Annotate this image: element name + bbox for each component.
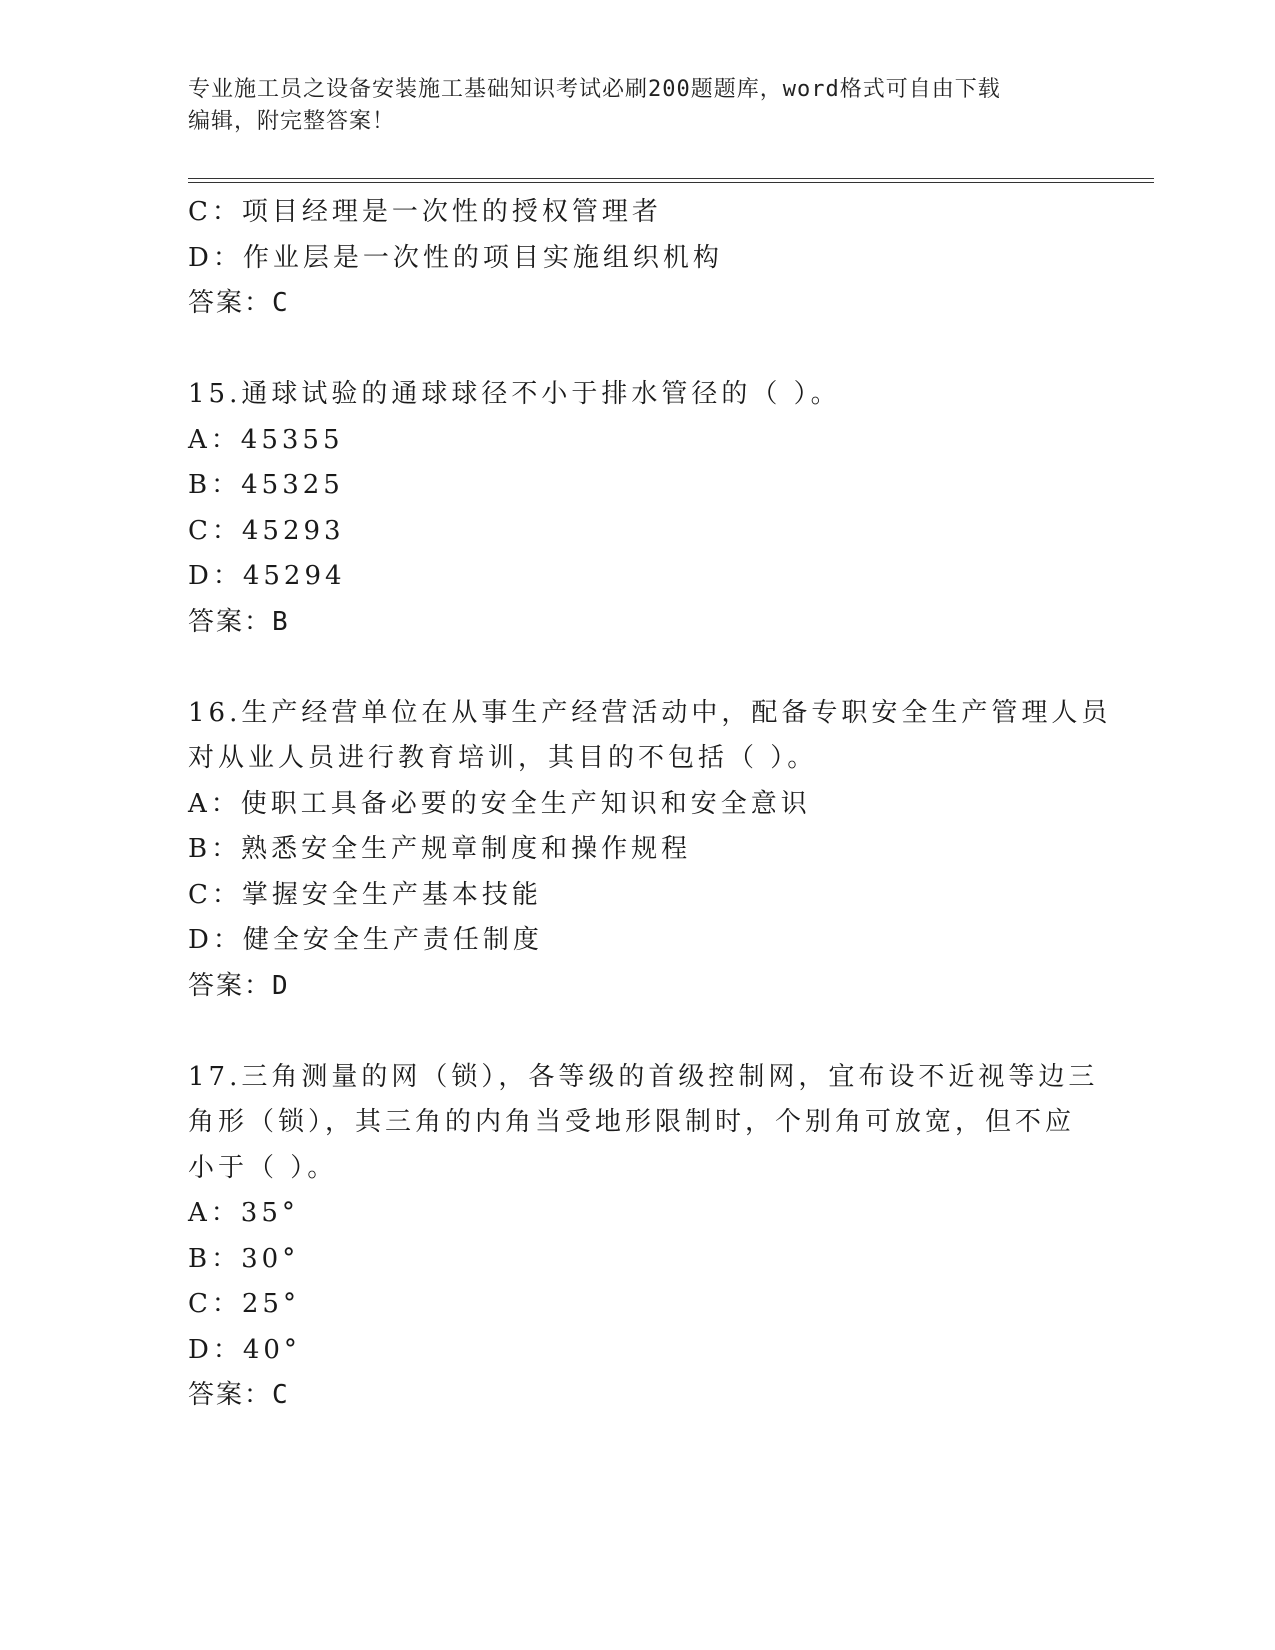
- answer-value: D: [272, 970, 290, 1001]
- prev-option-d: D：作业层是一次性的项目实施组织机构: [188, 242, 723, 273]
- q16-answer: [188, 964, 1088, 1010]
- q17-option-a: A：35°: [188, 1198, 299, 1228]
- q17-stem-line-3: 小于（ ）。: [188, 1152, 338, 1183]
- answer-label: 答案：: [188, 288, 273, 318]
- q17-stem-line-2: 角形（锁），其三角的内角当受地形限制时，个别角可放宽，但不应: [188, 1107, 1076, 1137]
- answer-label: 答案：: [188, 970, 273, 1001]
- answer-label: 答案：: [188, 1380, 273, 1410]
- question-list: [188, 190, 1112, 1419]
- prev-option-c: C：项目经理是一次性的授权管理者: [188, 197, 662, 227]
- q17-option-b: B：30°: [188, 1243, 300, 1274]
- q15-option-b: B：45325: [188, 470, 344, 500]
- answer-label: 答案：: [188, 606, 273, 637]
- answer-value: C: [272, 288, 290, 318]
- document-header: [188, 74, 1088, 138]
- q15-answer: [188, 600, 1088, 646]
- q16-stem-line-1: 16.生产经营单位在从事生产经营活动中，配备专职安全生产管理人员: [188, 697, 1112, 728]
- q15-option-c: C：45293: [188, 515, 345, 546]
- header-title-line-1: 专业施工员之设备安装施工基础知识考试必刷200题题库，word格式可自由下载: [188, 77, 1001, 102]
- q17-answer: [188, 1373, 1088, 1419]
- q16-option-a: A：使职工具备必要的安全生产知识和安全意识: [188, 788, 811, 819]
- q16-option-d: D：健全安全生产责任制度: [188, 925, 543, 955]
- q17-option-c: C：25°: [188, 1289, 300, 1319]
- answer-value: C: [272, 1380, 290, 1410]
- header-divider-top: [188, 178, 1154, 179]
- answer-value: B: [272, 606, 290, 637]
- q15-stem: 15.通球试验的通球球径不小于排水管径的（ ）。: [188, 379, 841, 409]
- q15-option-a: A：45355: [188, 424, 344, 455]
- q16-stem-line-2: 对从业人员进行教育培训，其目的不包括（ ）。: [188, 743, 818, 773]
- header-title-line-2: 编辑，附完整答案！: [188, 109, 396, 134]
- q16-option-b: B：熟悉安全生产规章制度和操作规程: [188, 834, 692, 864]
- q15-option-d: D：45294: [188, 561, 346, 591]
- q17-option-d: D：40°: [188, 1334, 301, 1365]
- q16-option-c: C：掌握安全生产基本技能: [188, 879, 542, 910]
- prev-answer: [188, 281, 1088, 327]
- q17-stem-line-1: 17.三角测量的网（锁），各等级的首级控制网，宜布设不近视等边三: [188, 1061, 1099, 1092]
- header-divider-bottom: [188, 182, 1154, 183]
